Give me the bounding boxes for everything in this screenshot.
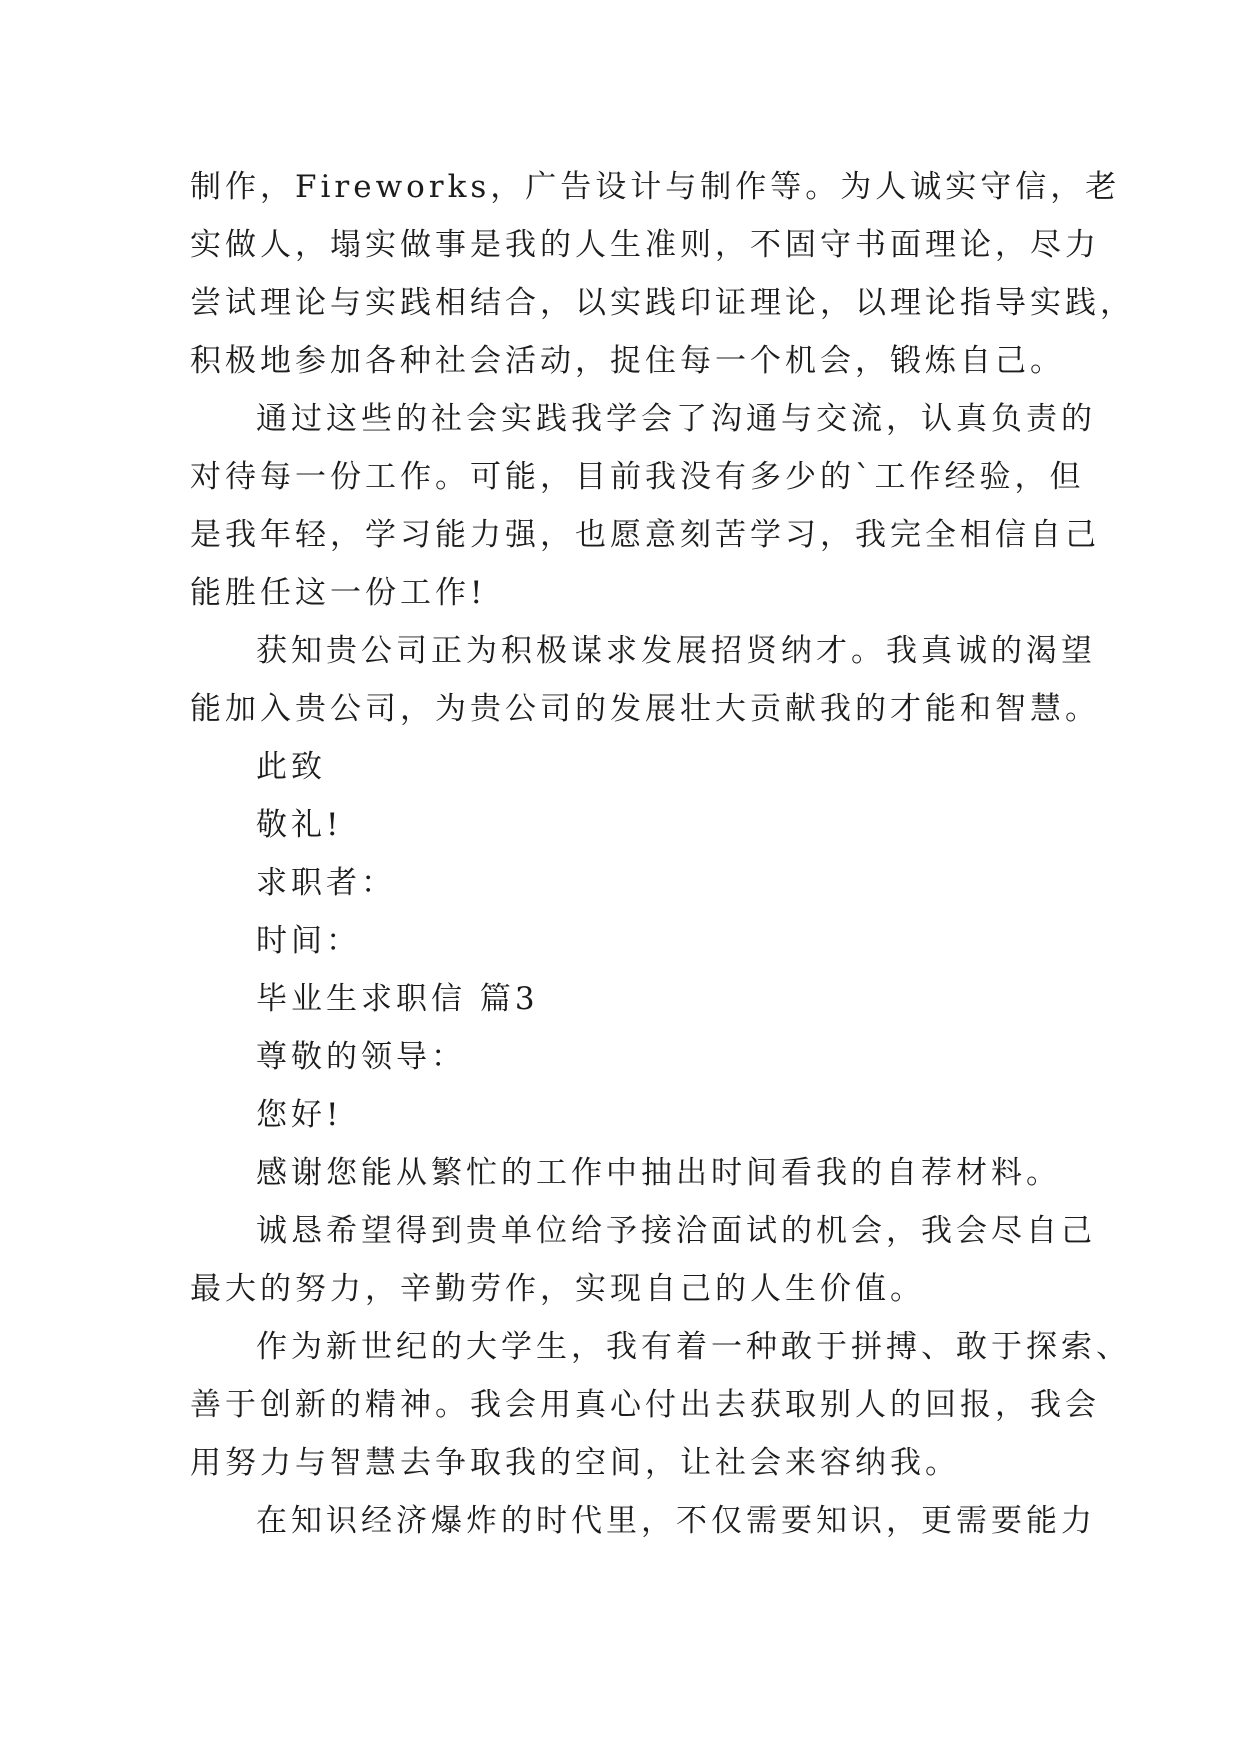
date-label: 时间： — [256, 923, 361, 959]
text-line: 尝试理论与实践相结合，以实践印证理论，以理论指导实践， — [190, 285, 1135, 321]
text-line: 积极地参加各种社会活动，捉住每一个机会，锻炼自己。 — [190, 343, 1065, 379]
text-line: 能胜任这一份工作! — [190, 575, 487, 611]
closing-salutation: 此致 — [256, 749, 326, 785]
section-heading: 毕业生求职信 篇3 — [256, 981, 539, 1017]
greeting: 尊敬的领导： — [256, 1039, 466, 1075]
text-line: 善于创新的精神。我会用真心付出去获取别人的回报，我会 — [190, 1387, 1100, 1423]
paragraph-first-line: 通过这些的社会实践我学会了沟通与交流，认真负责的 — [256, 401, 1096, 437]
paragraph-first-line: 感谢您能从繁忙的工作中抽出时间看我的自荐材料。 — [256, 1155, 1061, 1191]
applicant-label: 求职者： — [256, 865, 396, 901]
paragraph-first-line: 作为新世纪的大学生，我有着一种敢于拼搏、敢于探索、 — [256, 1329, 1131, 1365]
text-line: 制作，Fireworks，广告设计与制作等。为人诚实守信，老 — [190, 169, 1121, 205]
text-line: 能加入贵公司，为贵公司的发展壮大贡献我的才能和智慧。 — [190, 691, 1100, 727]
paragraph-first-line: 在知识经济爆炸的时代里，不仅需要知识，更需要能力 — [256, 1503, 1096, 1539]
text-line: 是我年轻，学习能力强，也愿意刻苦学习，我完全相信自己 — [190, 517, 1100, 553]
text-line: 最大的努力，辛勤劳作，实现自己的人生价值。 — [190, 1271, 925, 1307]
text-line: 对待每一份工作。可能，目前我没有多少的`工作经验，但 — [190, 459, 1085, 495]
text-line: 实做人，塌实做事是我的人生准则，不固守书面理论，尽力 — [190, 227, 1100, 263]
letter-body — [190, 158, 1135, 1550]
closing-regards: 敬礼! — [256, 807, 343, 843]
greeting-hello: 您好! — [256, 1097, 343, 1133]
paragraph-first-line: 获知贵公司正为积极谋求发展招贤纳才。我真诚的渴望 — [256, 633, 1096, 669]
paragraph-first-line: 诚恳希望得到贵单位给予接洽面试的机会，我会尽自己 — [256, 1213, 1096, 1249]
text-line: 用努力与智慧去争取我的空间，让社会来容纳我。 — [190, 1445, 960, 1481]
